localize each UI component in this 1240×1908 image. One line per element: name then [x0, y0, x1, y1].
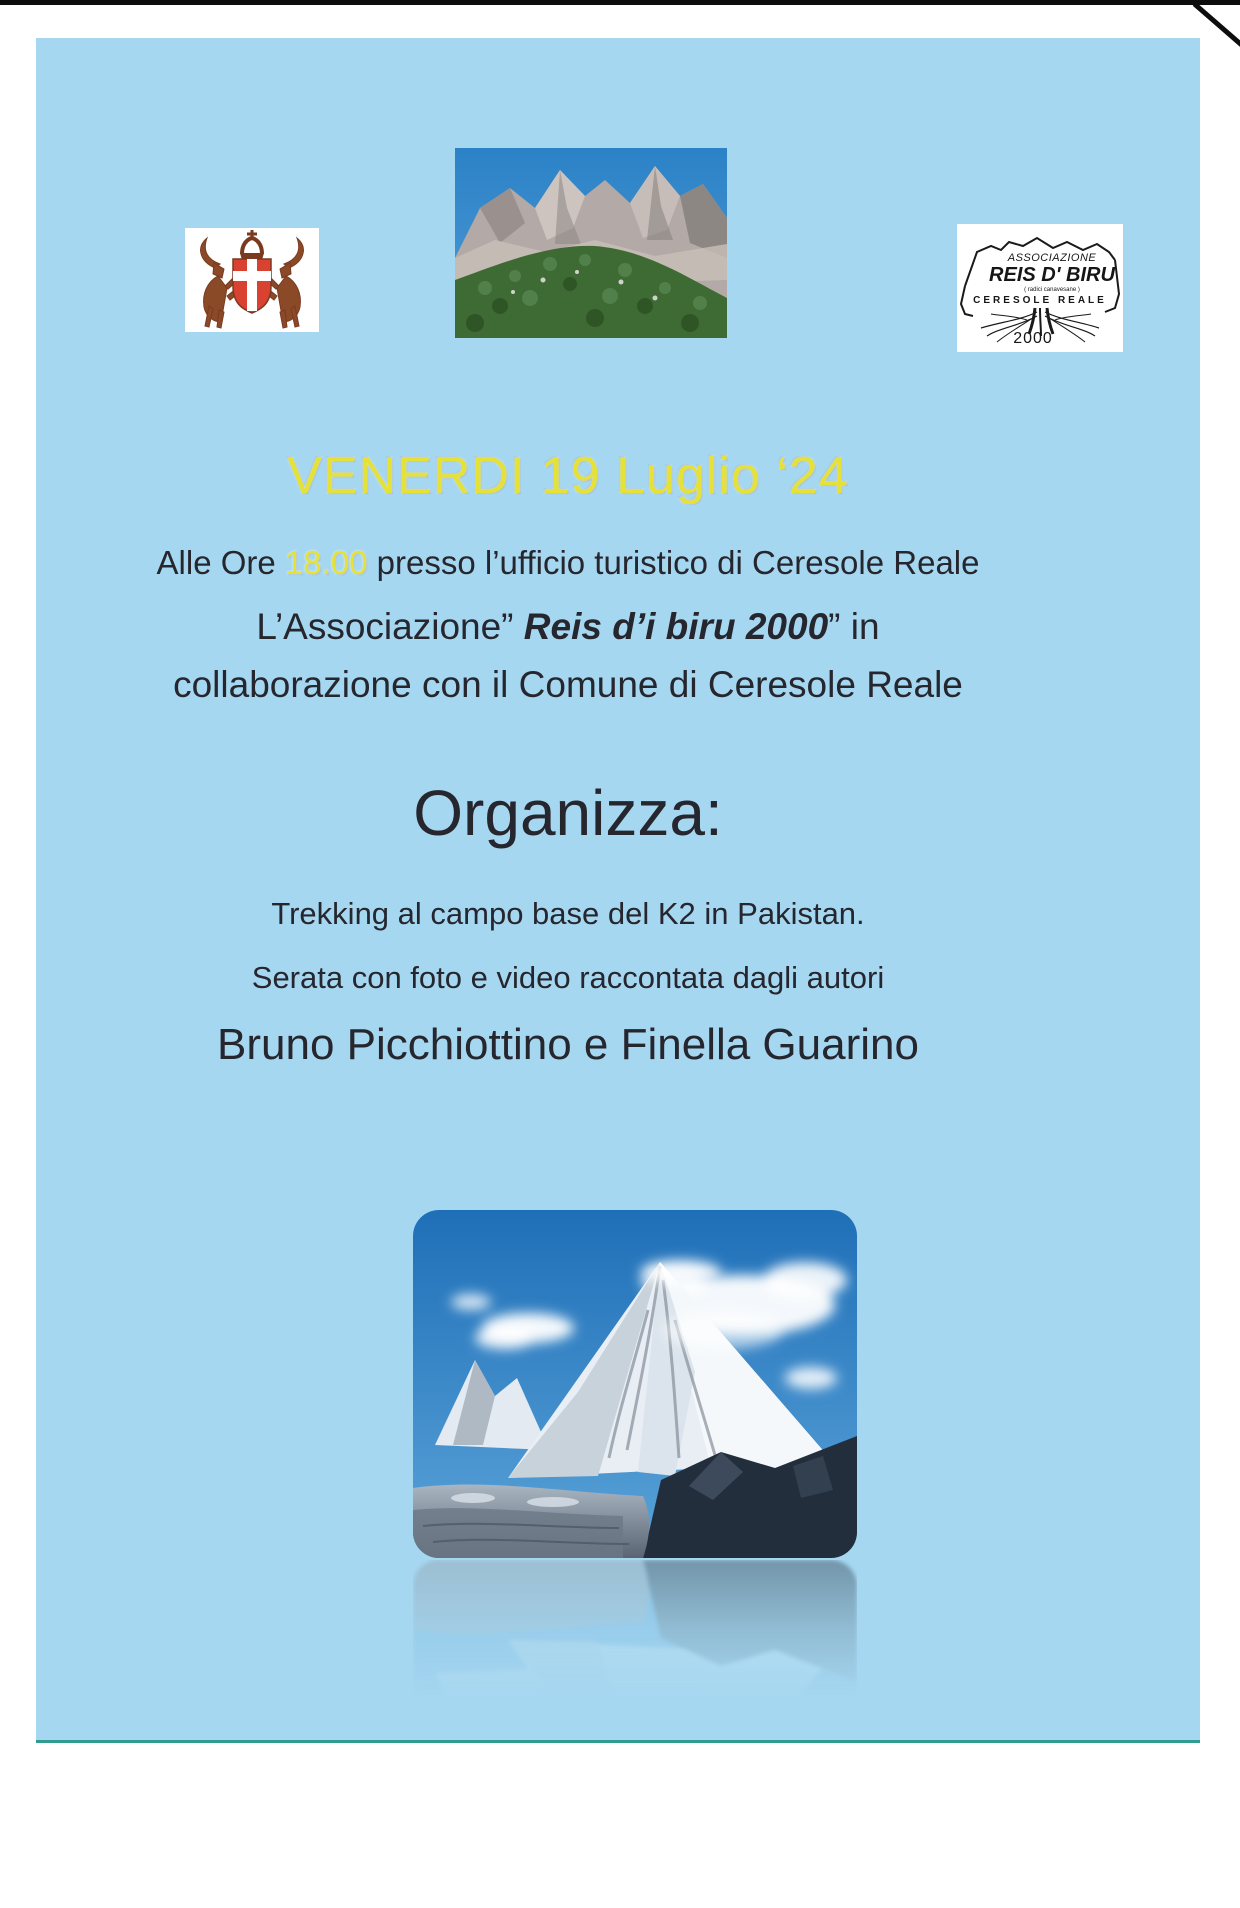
- time-suffix: presso l’ufficio turistico di Ceresole Reale: [367, 544, 980, 581]
- alpine-ridge-graphic: [455, 148, 727, 338]
- authors-names: Bruno Picchiottino e Finella Guarino: [217, 1020, 919, 1069]
- reis-d-biru-logo: [957, 224, 1123, 352]
- association-suffix: ” in: [828, 606, 880, 647]
- logo-name-label: REIS D' BIRU: [989, 264, 1115, 286]
- logo-town-label: CERESOLE REALE: [973, 295, 1107, 306]
- k2-mountain-photo: [413, 1210, 857, 1558]
- alpine-ridge-photo: [455, 148, 727, 338]
- logo-subtitle-label: ( radici canavesane ): [1024, 287, 1080, 293]
- flyer-page: [36, 38, 1200, 1743]
- scan-top-edge: [0, 0, 1240, 5]
- time-value: 18.00: [284, 544, 368, 581]
- organizes-heading: Organizza:: [413, 777, 723, 849]
- event-time-line: [36, 544, 1100, 582]
- event-details: Serata con foto e video raccontata dagli autori: [251, 960, 885, 995]
- event-date-title: VENERDI 19 Luglio ‘24: [287, 447, 849, 505]
- time-prefix: Alle Ore: [156, 544, 285, 581]
- collaboration-line: collaborazione con il Comune di Ceresole Reale: [173, 664, 963, 705]
- k2-photo-graphic: [413, 1210, 857, 1558]
- logo-year-label: 2000: [1013, 330, 1053, 347]
- k2-photo-reflection-graphic: [413, 1560, 857, 1908]
- association-line: [36, 606, 1100, 648]
- association-name: Reis d’i biru 2000: [523, 606, 829, 647]
- ceresole-coat-of-arms: [185, 228, 319, 332]
- logo-association-label: ASSOCIAZIONE: [1007, 252, 1097, 264]
- coat-of-arms-graphic: [185, 228, 319, 332]
- k2-photo-reflection: [413, 1560, 857, 1730]
- event-description: Trekking al campo base del K2 in Pakistan.: [271, 896, 865, 931]
- association-prefix: L’Associazione”: [256, 606, 524, 647]
- savoy-shield: [233, 259, 271, 313]
